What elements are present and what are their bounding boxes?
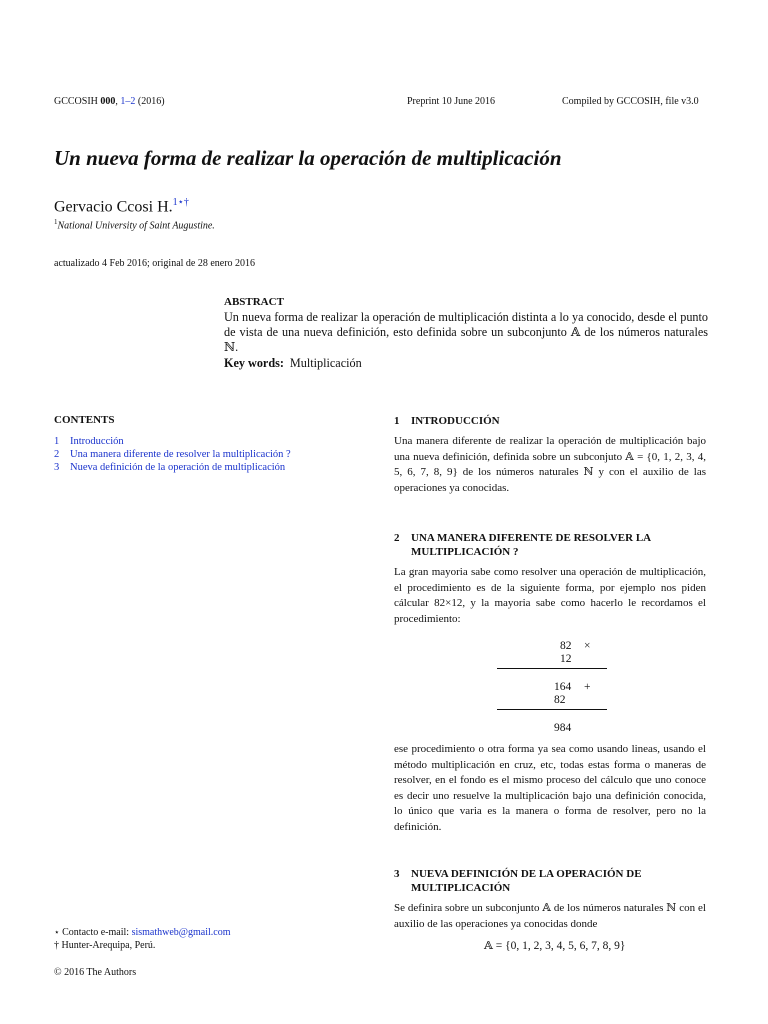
paper-title: Un nueva forma de realizar la operación de multiplicación (54, 146, 562, 170)
journal-header: GCCOSIH 000, 1–2 (2016) (54, 96, 165, 107)
calc-partial-2: 82 (554, 694, 566, 706)
toc-item-nueva-definicion[interactable]: 3 Nueva definición de la operación de multiplicación (54, 462, 286, 473)
abstract-text: Un nueva forma de realizar la operación de multiplicación distinta a lo ya conocido, desde el punto de vista de una nueva definición, esto definida sobre un subconjunto 𝔸 de los números naturales ℕ. (224, 310, 708, 354)
footnote-contact: ⋆ Contacto e-mail: sismathweb@gmail.com (54, 927, 231, 938)
footnote-location: † Hunter-Arequipa, Perú. (54, 940, 156, 951)
toc-item-introduccion[interactable]: 1 Introducción (54, 436, 124, 447)
section-1-text: Una manera diferente de realizar la operación de multiplicación bajo una nueva definición, definida sobre un subconjuto 𝔸 = {0, 1, 2, 3, 4, 5, 6, 7, 8, 9} de los números naturales ℕ y con el auxilio de las operaciones ya conocidas. (394, 435, 706, 494)
journal-volume: 000 (100, 96, 116, 107)
author-line (54, 197, 189, 216)
keywords (224, 356, 362, 371)
section-2-heading: 2 UNA MANERA DIFERENTE DE RESOLVER LA MULTIPLICACIÓN ? (394, 532, 651, 558)
compiled-info: Compiled by GCCOSIH, file v3.0 (562, 96, 699, 107)
preprint-date: Preprint 10 June 2016 (407, 96, 496, 107)
pages-link[interactable]: 1–2 (120, 96, 136, 107)
calc-result: 984 (554, 722, 572, 734)
author-name: Gervacio Ccosi H. (54, 198, 173, 216)
section-3-heading: 3 NUEVA DEFINICIÓN DE LA OPERACIÓN DE MULTIPLICACIÓN (394, 868, 642, 894)
star-icon: ⋆ (54, 927, 60, 937)
calc-multiplier: 12 (560, 653, 572, 665)
contact-email-link[interactable]: sismathweb@gmail.com (131, 927, 231, 938)
dagger-icon: † (54, 940, 59, 951)
update-note: actualizado 4 Feb 2016; original de 28 enero 2016 (54, 258, 256, 269)
keywords-label: Key words: (224, 356, 284, 370)
contents-heading: CONTENTS (54, 414, 115, 426)
calc-plus-sign: + (584, 681, 591, 693)
author-marks[interactable]: 1⋆† (172, 197, 189, 208)
section-2-text-after: ese procedimiento o otra forma ya sea como usando lineas, usando el método multiplicación en cruz, etc, todas estas forma o maneras de resolver, en el fondo es el mismo proceso del cálculo que uno conoce es decir uno resuelve la multiplicación bajo una definición conocida, lo único que varia es la manera o forma de resolver, pero no la definición. (394, 743, 706, 833)
abstract-heading: ABSTRACT (224, 296, 284, 308)
section-3-text: Se definira sobre un subconjunto 𝔸 de los números naturales ℕ con el auxilio de las operaciones ya conocidas donde (394, 902, 706, 930)
calc-partial-1: 164 (554, 681, 572, 693)
calc-rule-1 (497, 668, 607, 669)
abstract-block (224, 295, 708, 355)
calc-rule-2 (497, 709, 607, 710)
copyright-notice: © 2016 The Authors (54, 967, 137, 978)
calc-times-sign: × (584, 640, 591, 652)
section-1-heading: 1 INTRODUCCIÓN (394, 415, 500, 427)
toc-item-manera-diferente[interactable]: 2 Una manera diferente de resolver la multiplicación ? (54, 449, 291, 460)
keywords-value: Multiplicación (289, 356, 362, 370)
section-2-text: La gran mayoria sabe como resolver una operación de multiplicación, el procedimiento es de la siguiente forma, por ejemplo nos piden cálcular 82×12, y la mayoria sabe como hacerlo le recordamos el procedimiento: (394, 566, 706, 625)
table-of-contents (54, 435, 291, 474)
author-affiliation: $^1$National University of Saint Augustine. (54, 218, 215, 232)
section-3-equation: 𝔸 = {0, 1, 2, 3, 4, 5, 6, 7, 8, 9} (484, 940, 626, 952)
calc-multiplicand: 82 (560, 640, 572, 652)
